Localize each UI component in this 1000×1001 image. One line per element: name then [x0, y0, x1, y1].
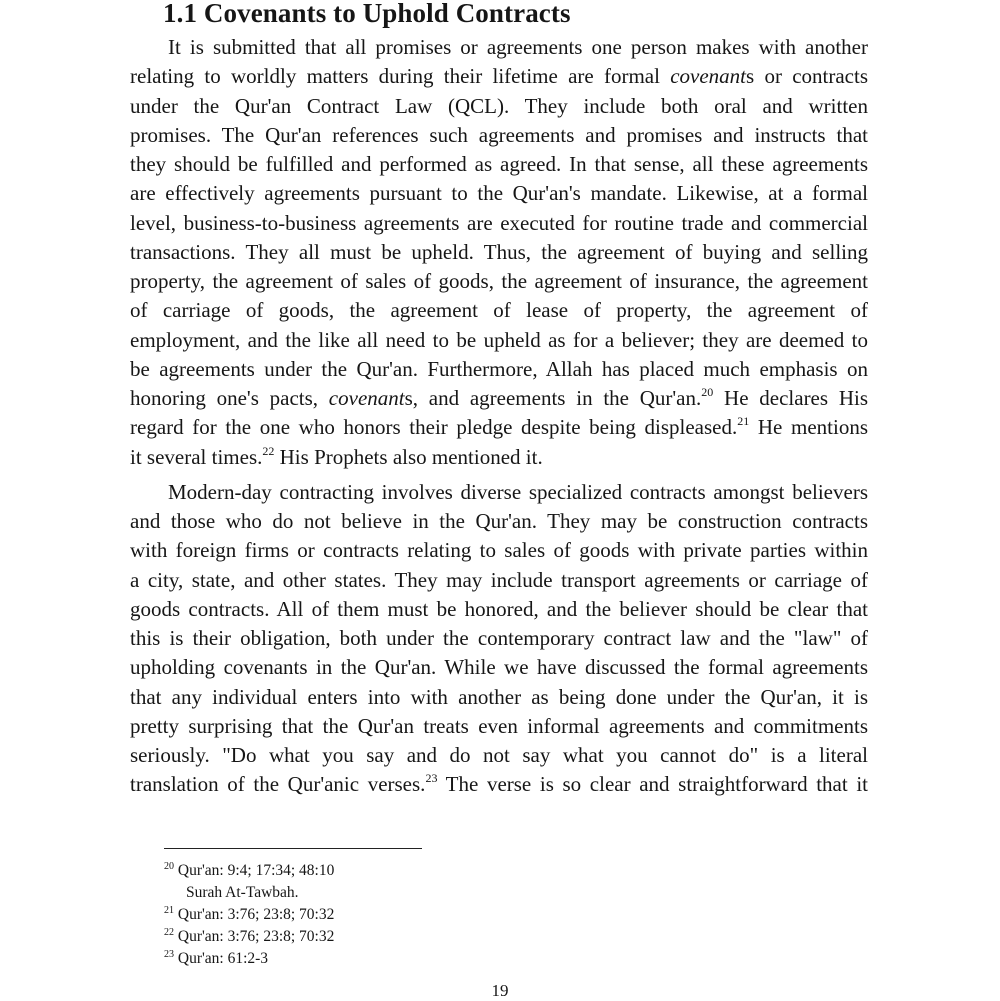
text-run: relating to worldly matters during their lifetime are formal: [130, 64, 671, 89]
text-run: be agreements under the Qur'an. Furthermore, Allah has placed much emphasis on: [130, 356, 868, 381]
footnote: [186, 882, 299, 903]
body-line: [130, 770, 868, 799]
text-run: The verse is so clear and straightforward that it: [437, 772, 868, 797]
text-run: of carriage of goods, the agreement of lease of property, the agreement of: [130, 298, 868, 323]
body-line: [130, 150, 868, 179]
footnote: [164, 860, 334, 881]
text-run: He mentions: [749, 415, 868, 440]
footnote-text: Surah At-Tawbah.: [186, 884, 299, 901]
body-line: [130, 595, 868, 624]
body-line: [130, 209, 868, 238]
text-run: with foreign firms or contracts relating to sales of goods with private parties within: [130, 538, 868, 563]
body-line: [130, 566, 868, 595]
text-run: Modern-day contracting involves diverse specialized contracts amongst believers: [168, 479, 868, 504]
text-run: transactions. They all must be upheld. Thus, the agreement of buying and selling: [130, 239, 868, 264]
footnote-ref: 20: [701, 385, 714, 399]
text-run: translation of the Qur'anic verses.: [130, 772, 426, 797]
text-run: It is submitted that all promises or agreements one person makes with another: [168, 35, 868, 59]
body-line: [130, 683, 868, 712]
body-line: [130, 712, 868, 741]
body-line: [130, 624, 868, 653]
text-run: upholding covenants in the Qur'an. While we have discussed the formal agreements: [130, 655, 868, 680]
text-run: under the Qur'an Contract Law (QCL). They include both oral and written: [130, 93, 868, 118]
section-heading: 1.1 Covenants to Uphold Contracts: [163, 0, 571, 28]
text-run: regard for the one who honors their pledge despite being displeased.: [130, 415, 738, 440]
footnote: [164, 904, 334, 925]
footnote-text: Qur'an: 3:76; 23:8; 70:32: [174, 928, 335, 945]
text-run: He declares His: [713, 386, 868, 410]
body-line: [130, 238, 868, 267]
body-line: [130, 443, 868, 472]
text-run: that any individual enters into with another as being done under the Qur'an, it is: [130, 684, 868, 709]
body-line: [130, 653, 868, 682]
text-run: this is their obligation, both under the contemporary contract law and the "law" of: [130, 626, 868, 650]
body-line: [130, 355, 868, 384]
footnote-number: 21: [164, 905, 174, 916]
footnote-text: Qur'an: 61:2-3: [174, 950, 269, 967]
body-line: [130, 179, 868, 208]
body-line: [130, 536, 868, 565]
footnote-number: 20: [164, 861, 174, 872]
text-run: His Prophets also mentioned it.: [274, 444, 543, 469]
footnote-number: 23: [164, 949, 174, 960]
text-run: property, the agreement of sales of goods, the agreement of insurance, the agreement: [130, 269, 868, 293]
text-run: promises. The Qur'an references such agreements and promises and instructs that: [130, 122, 868, 147]
body-line: [130, 296, 868, 325]
body-line: [130, 741, 868, 770]
text-run: they should be fulfilled and performed as agreed. In that sense, all these agreements: [130, 152, 868, 176]
text-run: pretty surprising that the Qur'an treats even informal agreements and commitments: [130, 713, 868, 738]
body-line: [130, 507, 868, 536]
text-run: goods contracts. All of them must be honored, and the believer should be clear that: [130, 596, 868, 621]
footnote-text: Qur'an: 3:76; 23:8; 70:32: [174, 906, 335, 923]
body-line: [130, 384, 868, 413]
text-run: and those who do not believe in the Qur'an. They may be construction contracts: [130, 509, 868, 533]
text-run: s, and agreements in the Qur'an.: [404, 386, 702, 410]
text-run: employment, and the like all need to be upheld as for a believer; they are deemed to: [130, 327, 868, 352]
body-line: [130, 121, 868, 150]
body-line: [130, 413, 868, 442]
body-line: [130, 62, 868, 91]
footnote-ref: 23: [425, 771, 438, 786]
footnote-number: 22: [164, 927, 174, 938]
body-line: [130, 92, 868, 121]
body-line: [168, 33, 868, 62]
body-line: [130, 326, 868, 355]
footnote: [164, 926, 334, 947]
text-run: honoring one's pacts,: [130, 386, 329, 410]
italic-text: covenant: [670, 64, 747, 89]
footnote-text: Qur'an: 9:4; 17:34; 48:10: [174, 862, 335, 879]
text-run: it several times.: [130, 444, 263, 469]
text-run: level, business-to-business agreements are executed for routine trade and commercial: [130, 210, 868, 235]
italic-text: covenant: [328, 386, 405, 410]
footnote-separator: [164, 848, 422, 849]
page-number: 19: [491, 981, 509, 1000]
text-run: seriously. "Do what you say and do not say what you cannot do" is a literal: [130, 743, 868, 767]
text-run: s or contracts: [746, 64, 869, 89]
body-line: [130, 267, 868, 296]
text-run: are effectively agreements pursuant to the Qur'an's mandate. Likewise, at a formal: [130, 181, 868, 206]
text-run: a city, state, and other states. They may include transport agreements or carriage of: [130, 567, 868, 592]
body-line: [168, 478, 868, 507]
footnote-ref: 21: [737, 414, 750, 429]
footnote-ref: 22: [262, 443, 275, 458]
footnote: [164, 948, 268, 969]
